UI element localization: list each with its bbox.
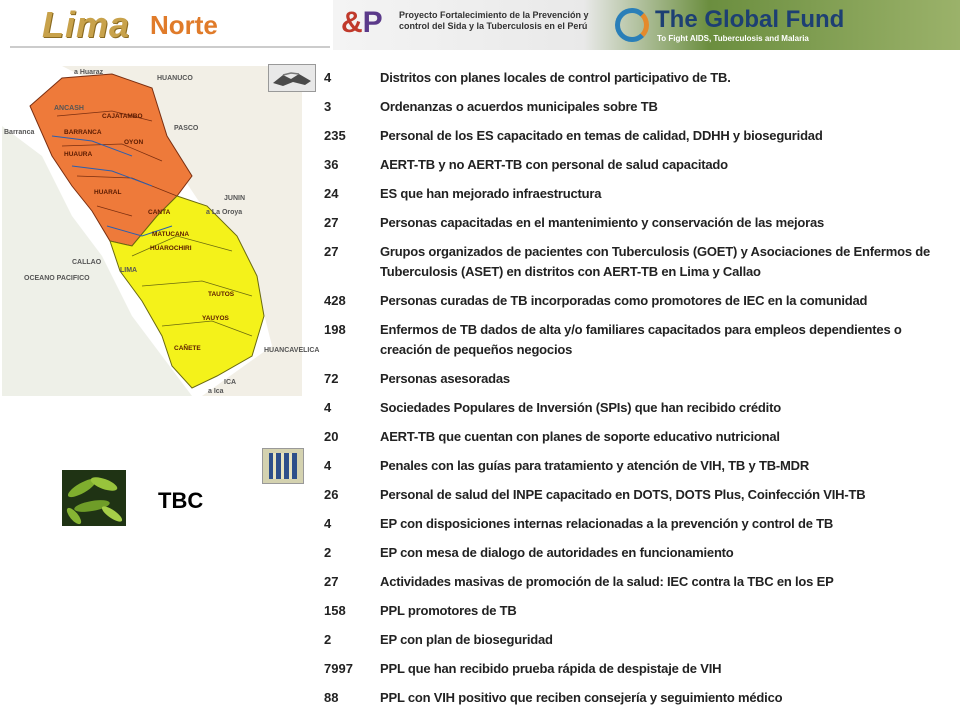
map-label-huaura: HUAURA [64,151,93,158]
project-logo-icon: &P [341,6,383,39]
item-count: 27 [324,244,339,259]
item-description: Personal de salud del INPE capacitado en DOTS, DOTS Plus, Coinfección VIH-TB [380,487,866,502]
item-count: 36 [324,157,339,172]
brand-norte: Norte [150,10,218,40]
item-description: Personas asesoradas [380,371,510,386]
list-item [324,398,954,418]
item-count: 4 [324,70,332,85]
global-fund-title: The Global Fund [655,6,845,33]
item-count: 235 [324,128,346,143]
map-label-barranca-prov: BARRANCA [64,129,102,136]
map-label-callao: CALLAO [72,259,102,266]
item-count: 4 [324,400,332,415]
list-item [324,543,954,563]
map-label-pasco: PASCO [174,125,199,132]
map-label-junin: JUNIN [224,195,246,202]
item-description: Personas curadas de TB incorporadas como promotores de IEC en la comunidad [380,293,868,308]
item-count: 2 [324,545,332,560]
list-item [324,688,954,708]
list-item [324,97,954,117]
item-count: 27 [324,574,339,589]
tbc-label: TBC [158,488,204,513]
map-label-huaral: HUARAL [94,189,122,196]
map-label-huancavelica: HUANCAVELICA [264,347,320,354]
list-item [324,184,954,204]
item-description: ES que han mejorado infraestructura [380,186,602,201]
map-label-canta: CANTA [148,209,171,216]
item-description: Penales con las guías para tratamiento y atención de VIH, TB y TB-MDR [380,458,810,473]
map-label-la-oroya: a La Oroya [206,209,243,216]
item-count: 428 [324,293,346,308]
item-count: 2 [324,632,332,647]
map-label-yauyos: YAUYOS [202,315,229,322]
list-item [324,213,954,233]
item-count: 72 [324,371,339,386]
item-count: 24 [324,186,339,201]
list-item [324,456,954,476]
item-count: 158 [324,603,346,618]
list-item [324,485,954,505]
item-count: 3 [324,99,332,114]
item-description: Personas capacitadas en el mantenimiento y conservación de las mejoras [380,215,825,230]
list-item [324,630,954,650]
handshake-icon [268,64,316,92]
map-label-a-ica: a Ica [208,388,224,395]
list-item [324,68,954,88]
map-label-matucana: MATUCANA [152,231,190,238]
item-description: Personal de los ES capacitado en temas de calidad, DDHH y bioseguridad [380,128,823,143]
map-label-barranca: Barranca [4,129,35,136]
map-label-tautos: TAUTOS [208,291,235,298]
banner-project-text: Proyecto Fortalecimiento de la Prevención y control del Sida y la Tuberculosis en el Perú [399,10,589,31]
item-description: Actividades masivas de promoción de la salud: IEC contra la TBC en los EP [380,574,834,589]
item-count: 198 [324,322,346,337]
list-item [324,369,954,389]
brand-lima: Lima [42,4,131,45]
list-item [324,155,954,175]
item-count: 88 [324,690,339,705]
item-description: Sociedades Populares de Inversión (SPIs) que han recibido crédito [380,400,781,415]
tuberculosis-bacteria-icon [62,470,126,526]
item-description: EP con disposiciones internas relacionadas a la prevención y control de TB [380,516,834,531]
map-label-ica: ICA [224,379,237,386]
item-description: EP con mesa de dialogo de autoridades en funcionamiento [380,545,734,560]
item-description: Ordenanzas o acuerdos municipales sobre TB [380,99,658,114]
header-divider [10,46,330,48]
list-item [324,320,954,360]
project-banner [333,0,960,50]
header [0,0,960,48]
map-label-canete: CAÑETE [174,345,201,352]
list-item [324,659,954,679]
item-description: EP con plan de bioseguridad [380,632,553,647]
list-item [324,427,954,447]
item-count: 7997 [324,661,353,676]
global-fund-logo-icon [615,8,649,42]
item-count: 20 [324,429,339,444]
item-description: PPL promotores de TB [380,603,517,618]
item-description: AERT-TB que cuentan con planes de soporte educativo nutricional [380,429,780,444]
map-label-huarochiri: HUAROCHIRI [150,245,192,252]
item-description: Enfermos de TB dados de alta y/o familiares capacitados para empleos dependientes o creación de pequeños negocios [380,322,902,357]
list-item [324,291,954,311]
item-description: AERT-TB y no AERT-TB con personal de salud capacitado [380,157,728,172]
item-description: PPL con VIH positivo que reciben consejería y seguimiento médico [380,690,783,705]
list-item [324,514,954,534]
region-map [2,66,320,406]
list-item [324,242,954,282]
map-label-lima: LIMA [120,267,138,274]
item-count: 4 [324,458,332,473]
item-count: 26 [324,487,339,502]
prison-icon [262,448,304,484]
map-label-oceano: OCEANO PACIFICO [24,275,90,282]
indicator-list [324,68,954,708]
item-count: 27 [324,215,339,230]
list-item [324,572,954,592]
item-description: PPL que han recibido prueba rápida de despistaje de VIH [380,661,722,676]
map-label-ancash: ANCASH [54,105,84,112]
item-description: Grupos organizados de pacientes con Tuberculosis (GOET) y Asociaciones de Enfermos de Tuberculosis (ASET) en distritos con AERT-TB en Lima y Callao [380,244,931,279]
global-fund-subtitle: To Fight AIDS, Tuberculosis and Malaria [657,34,809,43]
map-label-huanuco: HUANUCO [157,75,193,82]
list-item [324,126,954,146]
list-item [324,601,954,621]
item-count: 4 [324,516,332,531]
map-label-cajatambo: CAJATAMBO [102,113,143,120]
map-label-huaraz: a Huaraz [74,69,104,76]
item-description: Distritos con planes locales de control participativo de TB. [380,70,731,85]
map-label-oyon: OYON [124,139,144,146]
